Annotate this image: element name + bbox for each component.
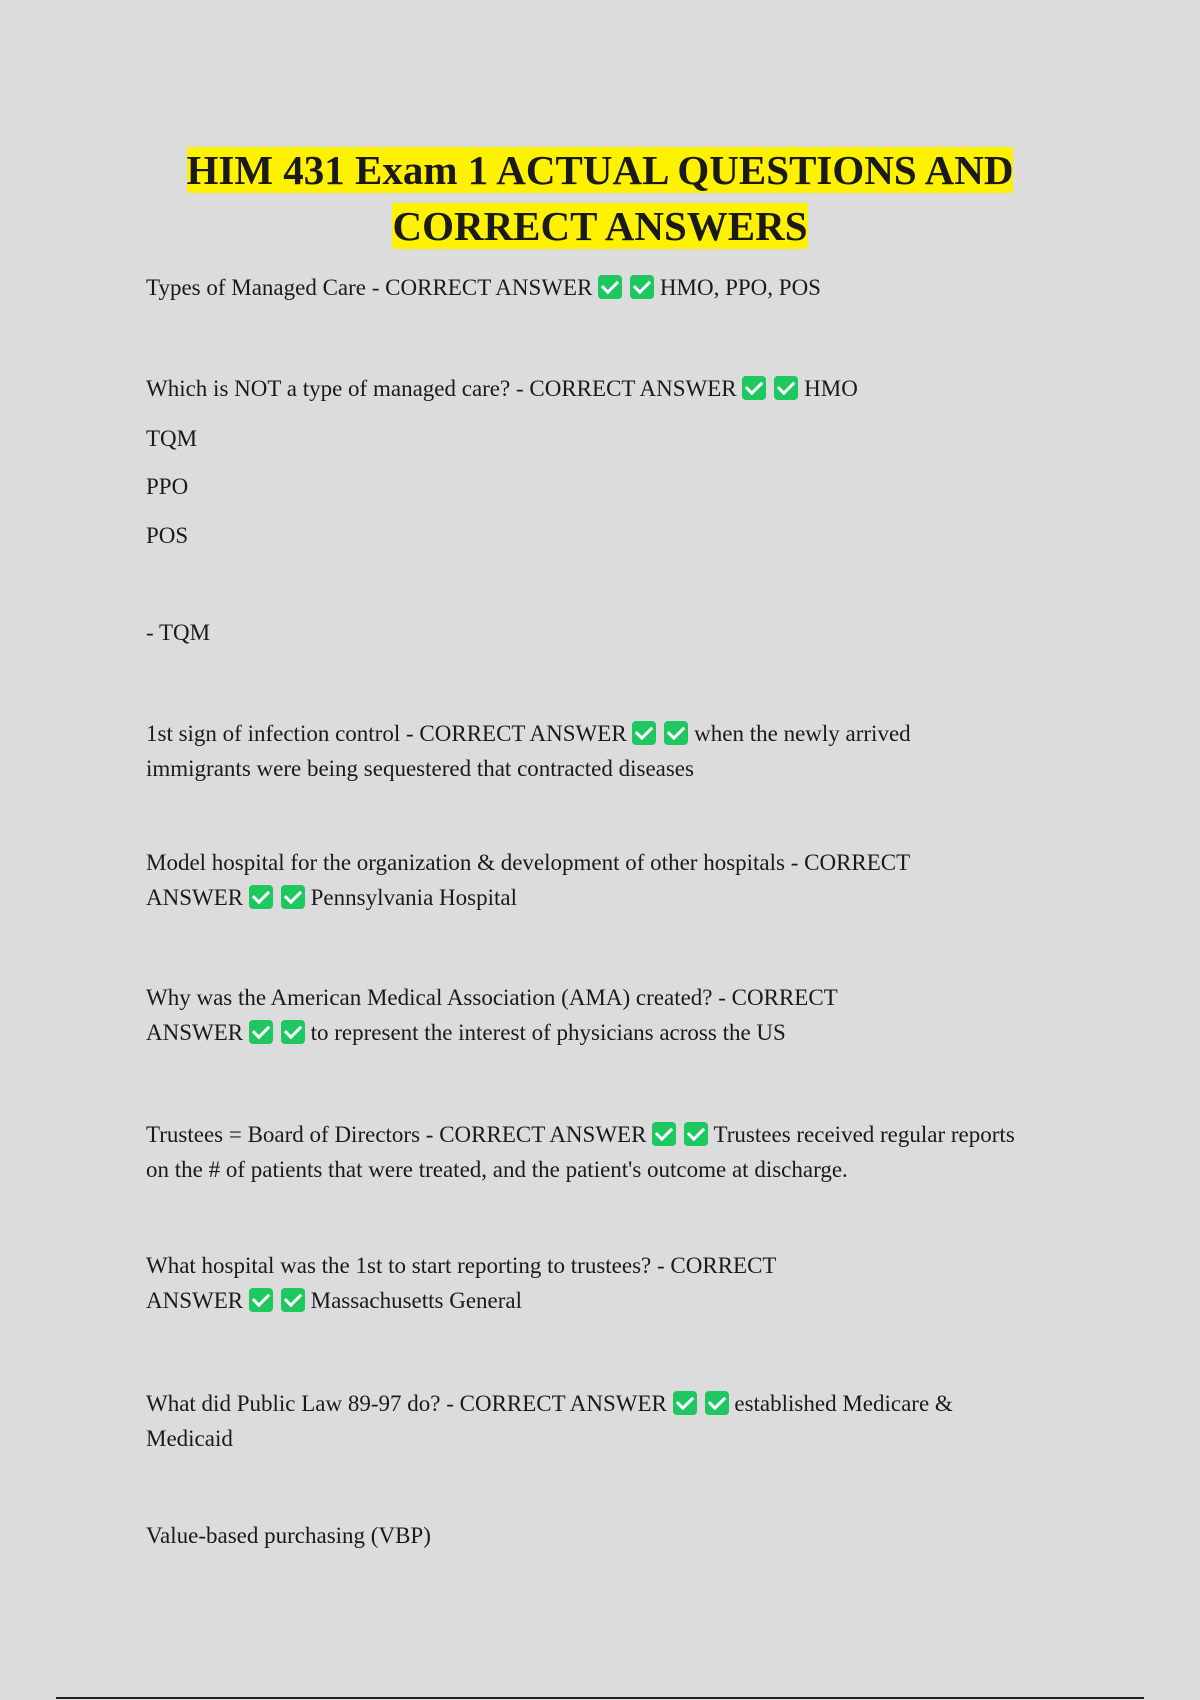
question-text: What hospital was the 1st to start reporting to trustees? - CORRECT [146,1253,777,1278]
answer-text: Trustees received regular reports [713,1122,1015,1147]
option-line: TQM [146,426,198,451]
green-check-icon [652,1122,676,1146]
answer-text: when the newly arrived [694,721,911,746]
green-check-icon [249,1288,273,1312]
green-check-icon [281,1288,305,1312]
green-check-icon [249,885,273,909]
green-check-icon [774,376,798,400]
question-text: Value-based purchasing (VBP) [146,1523,431,1548]
answer-marker: CORRECT ANSWER [459,1391,667,1416]
green-check-icon [281,885,305,909]
green-check-icon [705,1391,729,1415]
document-title [140,142,1060,254]
answer-text: established Medicare & [734,1391,953,1416]
qa-item-infection-control [146,716,1086,786]
qa-item-not-managed-care [146,371,1086,406]
qa-item-vbp [146,1518,1086,1553]
question-text: 1st sign of infection control - [146,721,420,746]
bottom-divider [56,1697,1144,1699]
option-line: POS [146,523,189,548]
title-line-2: CORRECT ANSWERS [392,203,808,249]
option-line: PPO [146,474,189,499]
green-check-icon [249,1020,273,1044]
green-check-icon [598,275,622,299]
option-text: HMO [804,376,858,401]
answer-text-continued: immigrants were being sequestered that contracted diseases [146,756,694,781]
answer-line: - TQM [146,620,211,645]
question-text: What did Public Law 89-97 do? - [146,1391,460,1416]
answer-marker: CORRECT ANSWER [529,376,737,401]
green-check-icon [281,1020,305,1044]
qa-item-public-law [146,1386,1086,1456]
answer-text-continued: Medicaid [146,1426,233,1451]
answer-marker: CORRECT ANSWER [419,721,627,746]
answer-text: HMO, PPO, POS [659,275,821,300]
answer-text: Massachusetts General [310,1288,523,1313]
green-check-icon [673,1391,697,1415]
green-check-icon [742,376,766,400]
answer-text-continued: on the # of patients that were treated, and the patient's outcome at discharge. [146,1157,848,1182]
answer-text: Pennsylvania Hospital [310,885,517,910]
qa-item-reporting-trustees [146,1248,1086,1318]
green-check-icon [684,1122,708,1146]
green-check-icon [630,275,654,299]
answer-marker: ANSWER [146,1020,244,1045]
qa-item-trustees [146,1117,1086,1187]
answer-text: to represent the interest of physicians across the US [310,1020,786,1045]
qa-item-model-hospital [146,845,1086,915]
answer-marker: CORRECT ANSWER [385,275,593,300]
answer-marker: ANSWER [146,1288,244,1313]
green-check-icon [664,721,688,745]
question-text: Which is NOT a type of managed care? - [146,376,530,401]
qa-item-managed-care-types [146,270,1086,305]
green-check-icon [632,721,656,745]
answer-marker: ANSWER [146,885,244,910]
answer-marker: CORRECT ANSWER [439,1122,647,1147]
question-text: Trustees = Board of Directors - [146,1122,440,1147]
title-line-1: HIM 431 Exam 1 ACTUAL QUESTIONS AND [186,147,1014,193]
question-text: Model hospital for the organization & development of other hospitals - CORRECT [146,850,911,875]
question-text: Why was the American Medical Association (AMA) created? - CORRECT [146,985,838,1010]
question-text: Types of Managed Care - [146,275,386,300]
qa-item-ama [146,980,1086,1050]
